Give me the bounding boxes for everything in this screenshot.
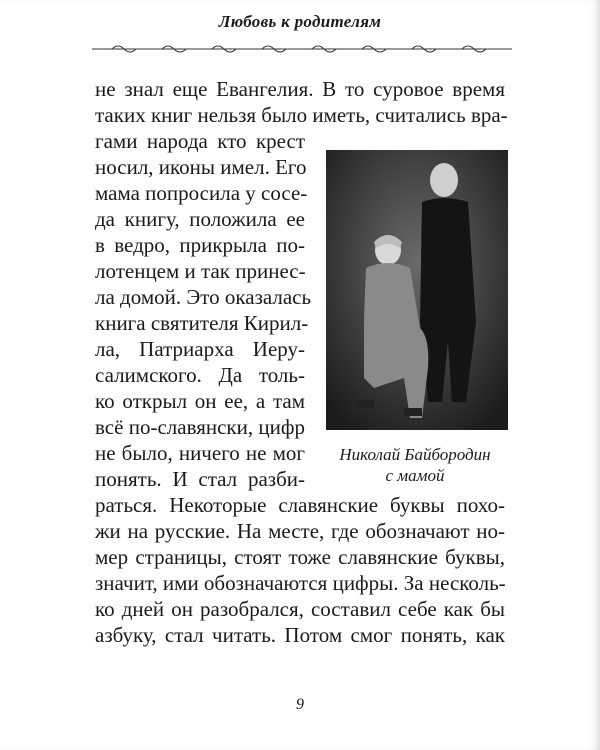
- text-line: ла домой. Это оказалась: [95, 285, 312, 309]
- text-line: таких книг нельзя было иметь, считались вра-: [95, 103, 508, 127]
- text-line: да книгу, положила ее: [95, 207, 305, 231]
- text-line: мама попросила у сосе-: [95, 181, 308, 205]
- decorative-divider: [92, 42, 512, 56]
- text-line: ко дней он разобрался, составил себе как бы: [95, 597, 505, 621]
- text-line: мер страницы, стоят тоже славянские буквы,: [95, 545, 505, 569]
- portrait-image: [326, 150, 508, 430]
- text-line: не знал еще Евангелия. В то суровое время: [95, 77, 505, 101]
- text-line: носил, иконы имел. Его: [95, 155, 307, 179]
- text-line: ла, Патриарха Иеру-: [95, 337, 305, 361]
- text-line: понять. И стал разби-: [95, 467, 305, 491]
- text-line: в ведро, прикрыла по-: [95, 233, 305, 257]
- text-line: раться. Некоторые славянские буквы похо-: [95, 493, 505, 517]
- running-header: Любовь к родителям: [218, 12, 382, 31]
- text-line: жи на русские. На месте, где обозначают но-: [95, 519, 505, 543]
- text-line: лотенцем и так принес-: [95, 259, 306, 283]
- text-line: всё по-славянски, цифр: [95, 415, 305, 439]
- text-line: азбуку, стал читать. Потом смог понять, как: [95, 623, 505, 647]
- text-line: ко открыл он ее, а там: [95, 389, 305, 413]
- text-line: не было, ничего не мог: [95, 441, 305, 465]
- photo-caption-line1: Николай Байбородин: [339, 445, 491, 464]
- portrait-photo: [326, 150, 508, 430]
- text-line: гами народа кто крест: [95, 129, 305, 153]
- text-line: книга святителя Кирил-: [95, 311, 309, 335]
- photo-caption-line2: с мамой: [385, 466, 445, 485]
- text-line: значит, ими обозначаются цифры. За несколь-: [95, 571, 506, 595]
- page-number: 9: [296, 696, 304, 713]
- text-line: салимского. Да толь-: [95, 363, 305, 387]
